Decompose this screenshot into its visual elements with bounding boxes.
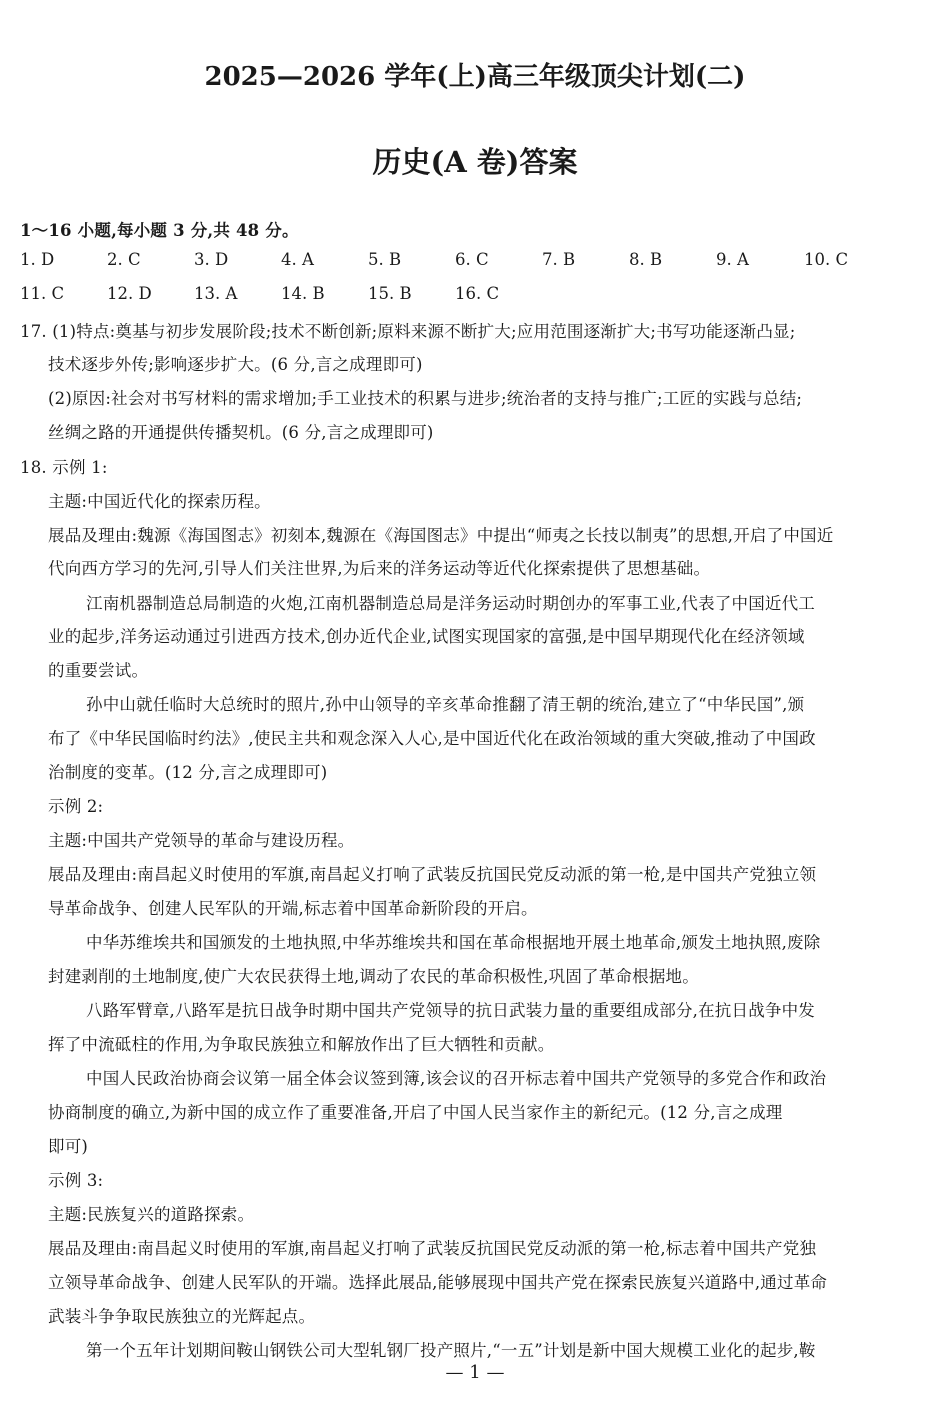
theme-line: 主题:中国共产党领导的革命与建设历程。 bbox=[48, 831, 355, 850]
document-title: 2025—2026 学年(上)高三年级顶尖计划(二) bbox=[204, 62, 746, 92]
text-line: (2)原因:社会对书写材料的需求增加;手工业技术的积累与进步;统治者的支持与推广;工匠的实践与总结; bbox=[48, 389, 803, 408]
example-label: 示例 3: bbox=[48, 1171, 104, 1190]
text-line: 导革命战争、创建人民军队的开端,标志着中国革命新阶段的开启。 bbox=[48, 899, 538, 918]
answer-item: 1. D bbox=[20, 250, 55, 269]
text-line: 的重要尝试。 bbox=[48, 661, 149, 680]
text-line: 丝绸之路的开通提供传播契机。(6 分,言之成理即可) bbox=[48, 423, 434, 442]
text-line: 业的起步,洋务运动通过引进西方技术,创办近代企业,试图实现国家的富强,是中国早期现代化在经济领域 bbox=[48, 627, 805, 646]
theme-line: 主题:中国近代化的探索历程。 bbox=[48, 492, 271, 511]
text-line: 协商制度的确立,为新中国的成立作了重要准备,开启了中国人民当家作主的新纪元。(12 分,言之成理 bbox=[48, 1103, 783, 1122]
document-subtitle: 历史(A 卷)答案 bbox=[372, 145, 578, 179]
text-line: 封建剥削的土地制度,使广大农民获得土地,调动了农民的革命积极性,巩固了革命根据地。 bbox=[48, 967, 699, 986]
text-line: 立领导革命战争、创建人民军队的开端。选择此展品,能够展现中国共产党在探索民族复兴道路中,通过革命 bbox=[48, 1273, 828, 1292]
page-number: — 1 — bbox=[445, 1362, 505, 1383]
example-label: 18. 示例 1: bbox=[20, 458, 108, 477]
text-line: 江南机器制造总局制造的火炮,江南机器制造总局是洋务运动时期创办的军事工业,代表了中国近代工 bbox=[86, 594, 815, 613]
answer-item: 15. B bbox=[368, 284, 412, 303]
answer-item: 10. C bbox=[804, 250, 849, 269]
text-line: 八路军臂章,八路军是抗日战争时期中国共产党领导的抗日武装力量的重要组成部分,在抗日战争中发 bbox=[86, 1001, 815, 1020]
answer-item: 2. C bbox=[107, 250, 141, 269]
answer-item: 5. B bbox=[368, 250, 402, 269]
answer-item: 11. C bbox=[20, 284, 65, 303]
answer-item: 3. D bbox=[194, 250, 229, 269]
text-line: 17. (1)特点:奠基与初步发展阶段;技术不断创新;原料来源不断扩大;应用范围逐渐扩大;书写功能逐渐凸显; bbox=[20, 322, 796, 341]
answer-item: 7. B bbox=[542, 250, 576, 269]
text-line: 展品及理由:魏源《海国图志》初刻本,魏源在《海国图志》中提出“师夷之长技以制夷”的思想,开启了中国近 bbox=[48, 526, 834, 545]
mc-intro: 1～16 小题,每小题 3 分,共 48 分。 bbox=[20, 221, 299, 240]
answer-item: 6. C bbox=[455, 250, 489, 269]
answer-item: 16. C bbox=[455, 284, 500, 303]
text-line: 展品及理由:南昌起义时使用的军旗,南昌起义打响了武装反抗国民党反动派的第一枪,是中国共产党独立领 bbox=[48, 865, 817, 884]
text-line: 技术逐步外传;影响逐步扩大。(6 分,言之成理即可) bbox=[48, 355, 423, 374]
answer-item: 8. B bbox=[629, 250, 663, 269]
answer-item: 12. D bbox=[107, 284, 152, 303]
text-line: 布了《中华民国临时约法》,使民主共和观念深入人心,是中国近代化在政治领域的重大突破,推动了中国政 bbox=[48, 729, 816, 748]
text-line: 第一个五年计划期间鞍山钢铁公司大型轧钢厂投产照片,“一五”计划是新中国大规模工业化的起步,鞍 bbox=[86, 1341, 816, 1360]
answer-item: 14. B bbox=[281, 284, 325, 303]
answer-item: 4. A bbox=[281, 250, 314, 269]
text-line: 武装斗争争取民族独立的光辉起点。 bbox=[48, 1307, 316, 1326]
text-line: 中华苏维埃共和国颁发的土地执照,中华苏维埃共和国在革命根据地开展土地革命,颁发土地执照,废除 bbox=[86, 933, 821, 952]
text-line: 展品及理由:南昌起义时使用的军旗,南昌起义打响了武装反抗国民党反动派的第一枪,标志着中国共产党独 bbox=[48, 1239, 817, 1258]
text-line: 孙中山就任临时大总统时的照片,孙中山领导的辛亥革命推翻了清王朝的统治,建立了“中华民国”,颁 bbox=[86, 695, 805, 714]
text-line: 代向西方学习的先河,引导人们关注世界,为后来的洋务运动等近代化探索提供了思想基础。 bbox=[48, 559, 711, 578]
theme-line: 主题:民族复兴的道路探索。 bbox=[48, 1205, 255, 1224]
answer-item: 13. A bbox=[194, 284, 238, 303]
text-line: 中国人民政治协商会议第一届全体会议签到簿,该会议的召开标志着中国共产党领导的多党合作和政治 bbox=[86, 1069, 827, 1088]
text-line: 挥了中流砥柱的作用,为争取民族独立和解放作出了巨大牺牲和贡献。 bbox=[48, 1035, 555, 1054]
example-label: 示例 2: bbox=[48, 797, 104, 816]
text-line: 治制度的变革。(12 分,言之成理即可) bbox=[48, 763, 328, 782]
answer-item: 9. A bbox=[716, 250, 749, 269]
text-line: 即可) bbox=[48, 1137, 89, 1156]
